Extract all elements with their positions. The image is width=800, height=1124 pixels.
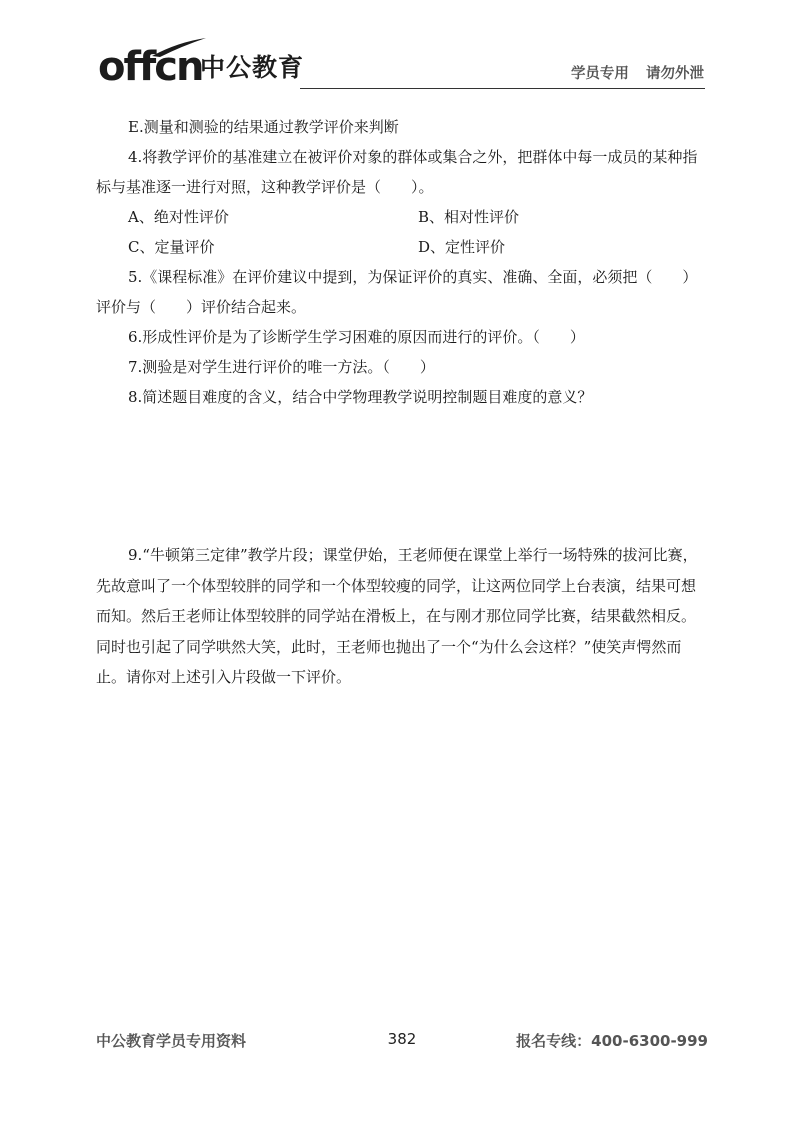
q4-option-a: A、绝对性评价: [128, 208, 229, 226]
q4-option-d: D、定性评价: [418, 238, 506, 256]
option-e: E.测量和测验的结果通过教学评价来判断: [128, 118, 399, 136]
page-content: [96, 112, 708, 693]
question-4: 4.将教学评价的基准建立在被评价对象的群体或集合之外，把群体中每一成员的某种指标与基准逐一进行对照，这种教学评价是（ ）。: [96, 148, 698, 196]
page-header: [0, 0, 800, 100]
q4-option-b: B、相对性评价: [418, 208, 520, 226]
answer-space: [96, 412, 708, 540]
q4-option-c: C、定量评价: [128, 238, 215, 256]
q4-options-row-1: [96, 202, 708, 232]
question-8: 8.简述题目难度的含义，结合中学物理教学说明控制题目难度的意义？: [128, 388, 593, 406]
q4-options-row-2: [96, 232, 708, 262]
offcn-logo: [98, 40, 308, 96]
logo-latin-text: offcn: [98, 44, 203, 90]
question-9: 9.“牛顿第三定律”教学片段；课堂伊始，王老师便在课堂上举行一场特殊的拔河比赛，先故意叫了一个体型较胖的同学和一个体型较瘦的同学，让这两位同学上台表演，结果可想而知。然后王老师让体型较胖的同学站在滑板上，在与刚才那位同学比赛，结果截然相反。同时也引起了同学哄然大笑，此时，王老师也抛出了一个“为什么会这样？”使笑声愕然而止。请你对上述引入片段做一下评价。: [96, 546, 698, 686]
header-tag: 学员专用 请勿外泄: [570, 66, 704, 82]
footer-left-text: 中公教育学员专用资料: [96, 1032, 247, 1050]
header-rule: [300, 88, 705, 89]
page-number: 382: [387, 1030, 417, 1048]
page-footer: [96, 1030, 708, 1060]
logo-chinese-text: 中公教育: [200, 53, 305, 82]
footer-hotline: 报名专线：400-6300-999: [516, 1032, 708, 1050]
question-5: 5.《课程标准》在评价建议中提到，为保证评价的真实、准确、全面，必须把（ ）评价与（ ）评价结合起来。: [96, 268, 698, 316]
question-6: 6.形成性评价是为了诊断学生学习困难的原因而进行的评价。（ ）: [128, 328, 585, 346]
question-7: 7.测验是对学生进行评价的唯一方法。（ ）: [128, 358, 435, 376]
